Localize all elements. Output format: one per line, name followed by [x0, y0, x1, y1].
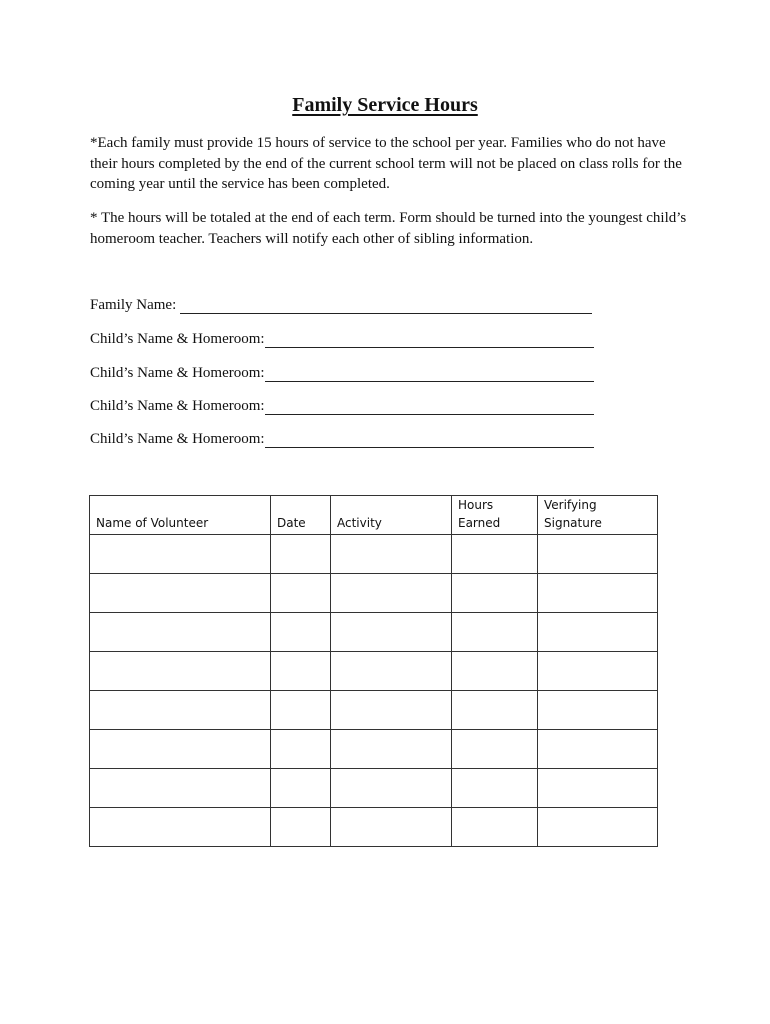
cell-signature[interactable]: [538, 574, 658, 613]
cell-activity[interactable]: [331, 808, 452, 847]
cell-activity[interactable]: [331, 691, 452, 730]
cell-name[interactable]: [90, 652, 271, 691]
child-homeroom-blank[interactable]: [265, 331, 594, 348]
cell-hours[interactable]: [452, 574, 538, 613]
header-name-of-volunteer: Name of Volunteer: [90, 496, 271, 535]
cell-hours[interactable]: [452, 613, 538, 652]
table-row: [90, 691, 658, 730]
cell-hours[interactable]: [452, 769, 538, 808]
header-hours-earned: [452, 496, 538, 535]
table-row: [90, 574, 658, 613]
cell-activity[interactable]: [331, 769, 452, 808]
cell-signature[interactable]: [538, 769, 658, 808]
header-hours-line: Hours: [458, 498, 494, 512]
cell-hours[interactable]: [452, 652, 538, 691]
page-title: Family Service Hours: [292, 94, 478, 116]
cell-date[interactable]: [271, 730, 331, 769]
cell-name[interactable]: [90, 691, 271, 730]
cell-date[interactable]: [271, 574, 331, 613]
cell-name[interactable]: [90, 808, 271, 847]
instructions-paragraph-1: *Each family must provide 15 hours of service to the school per year. Families who do not have their hours completed by the end of the current school term will not be placed on class rolls for the coming year until the service has been completed.: [90, 135, 682, 192]
cell-name[interactable]: [90, 574, 271, 613]
cell-date[interactable]: [271, 808, 331, 847]
table-row: [90, 769, 658, 808]
table-row: [90, 652, 658, 691]
cell-signature[interactable]: [538, 691, 658, 730]
cell-activity[interactable]: [331, 730, 452, 769]
family-name-field[interactable]: [90, 294, 592, 314]
cell-signature[interactable]: [538, 535, 658, 574]
cell-hours[interactable]: [452, 730, 538, 769]
cell-signature[interactable]: [538, 730, 658, 769]
cell-signature[interactable]: [538, 808, 658, 847]
child-homeroom-label: Child’s Name & Homeroom:: [90, 365, 265, 381]
child-homeroom-field-4[interactable]: [90, 428, 594, 448]
service-hours-table: [89, 495, 658, 847]
cell-signature[interactable]: [538, 652, 658, 691]
cell-date[interactable]: [271, 613, 331, 652]
cell-activity[interactable]: [331, 535, 452, 574]
table-header-row: [90, 496, 658, 535]
table-row: [90, 535, 658, 574]
child-homeroom-field-3[interactable]: [90, 395, 594, 415]
child-homeroom-blank[interactable]: [265, 365, 594, 382]
cell-hours[interactable]: [452, 535, 538, 574]
table-body: [90, 535, 658, 847]
cell-activity[interactable]: [331, 613, 452, 652]
cell-date[interactable]: [271, 769, 331, 808]
instructions-paragraph-2: * The hours will be totaled at the end of each term. Form should be turned into the youngest child’s homeroom teacher. Teachers will notify each other of sibling information.: [90, 210, 687, 247]
cell-date[interactable]: [271, 535, 331, 574]
cell-hours[interactable]: [452, 808, 538, 847]
family-name-label: Family Name:: [90, 297, 177, 313]
cell-name[interactable]: [90, 535, 271, 574]
cell-name[interactable]: [90, 613, 271, 652]
header-date: Date: [271, 496, 331, 535]
cell-date[interactable]: [271, 691, 331, 730]
child-homeroom-field-1[interactable]: [90, 328, 594, 348]
cell-name[interactable]: [90, 730, 271, 769]
table-row: [90, 613, 658, 652]
child-homeroom-blank[interactable]: [265, 431, 594, 448]
family-name-blank[interactable]: [180, 297, 592, 314]
header-activity: Activity: [331, 496, 452, 535]
cell-hours[interactable]: [452, 691, 538, 730]
cell-activity[interactable]: [331, 652, 452, 691]
cell-date[interactable]: [271, 652, 331, 691]
table-row: [90, 808, 658, 847]
header-earned-line: Earned: [458, 516, 501, 530]
child-homeroom-label: Child’s Name & Homeroom:: [90, 431, 265, 447]
child-homeroom-field-2[interactable]: [90, 362, 594, 382]
child-homeroom-label: Child’s Name & Homeroom:: [90, 331, 265, 347]
header-verifying-signature: Verifying Signature: [538, 496, 658, 535]
cell-activity[interactable]: [331, 574, 452, 613]
cell-signature[interactable]: [538, 613, 658, 652]
child-homeroom-label: Child’s Name & Homeroom:: [90, 398, 265, 414]
table-row: [90, 730, 658, 769]
child-homeroom-blank[interactable]: [265, 398, 594, 415]
cell-name[interactable]: [90, 769, 271, 808]
